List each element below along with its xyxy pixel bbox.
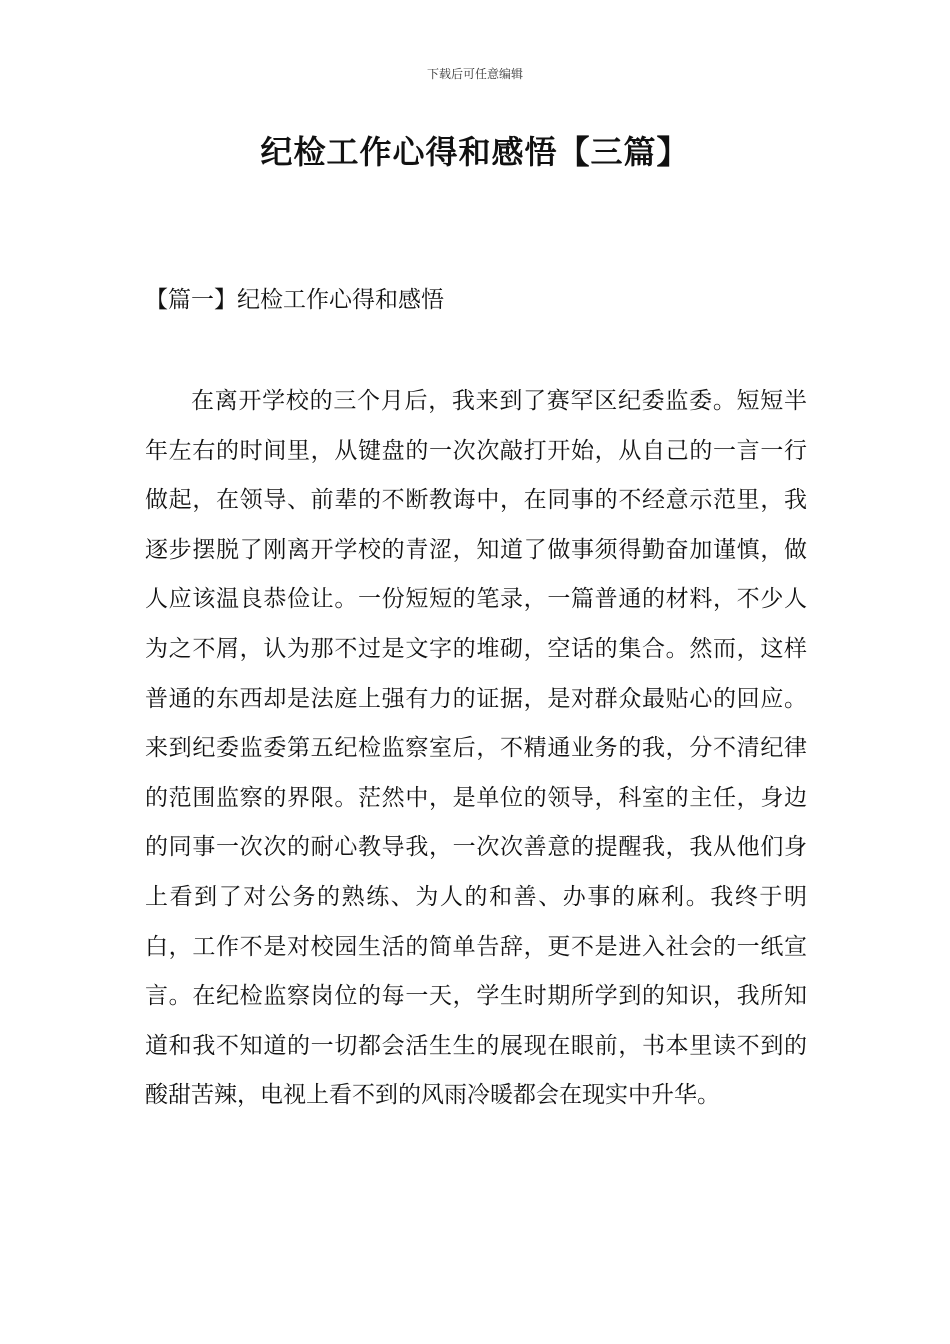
document-title: 纪检工作心得和感悟【三篇】: [260, 133, 690, 171]
section-heading: 【篇一】纪检工作心得和感悟: [145, 287, 444, 313]
page-header-note: 下载后可任意编辑: [426, 67, 523, 81]
body-paragraph: 在离开学校的三个月后，我来到了赛罕区纪委监委。短短半年左右的时间里，从键盘的一次次敲打开始，从自己的一言一行做起，在领导、前辈的不断教诲中，在同事的不经意示范里，我逐步摆脱了刚离开学校的青涩，知道了做事须得勤奋加谨慎，做人应该温良恭俭让。一份短短的笔录，一篇普通的材料，不少人为之不屑，认为那不过是文字的堆砌，空话的集合。然而，这样普通的东西却是法庭上强有力的证据，是对群众最贴心的回应。来到纪委监委第五纪检监察室后，不精通业务的我，分不清纪律的范围监察的界限。茫然中，是单位的领导，科室的主任，身边的同事一次次的耐心教导我，一次次善意的提醒我，我从他们身上看到了对公务的熟练、为人的和善、办事的麻利。我终于明白，工作不是对校园生活的简单告辞，更不是进入社会的一纸宣言。在纪检监察岗位的每一天，学生时期所学到的知识，我所知道和我不知道的一切都会活生生的展现在眼前，书本里读不到的酸甜苦辣，电视上看不到的风雨冷暖都会在现实中升华。: [145, 388, 807, 1109]
